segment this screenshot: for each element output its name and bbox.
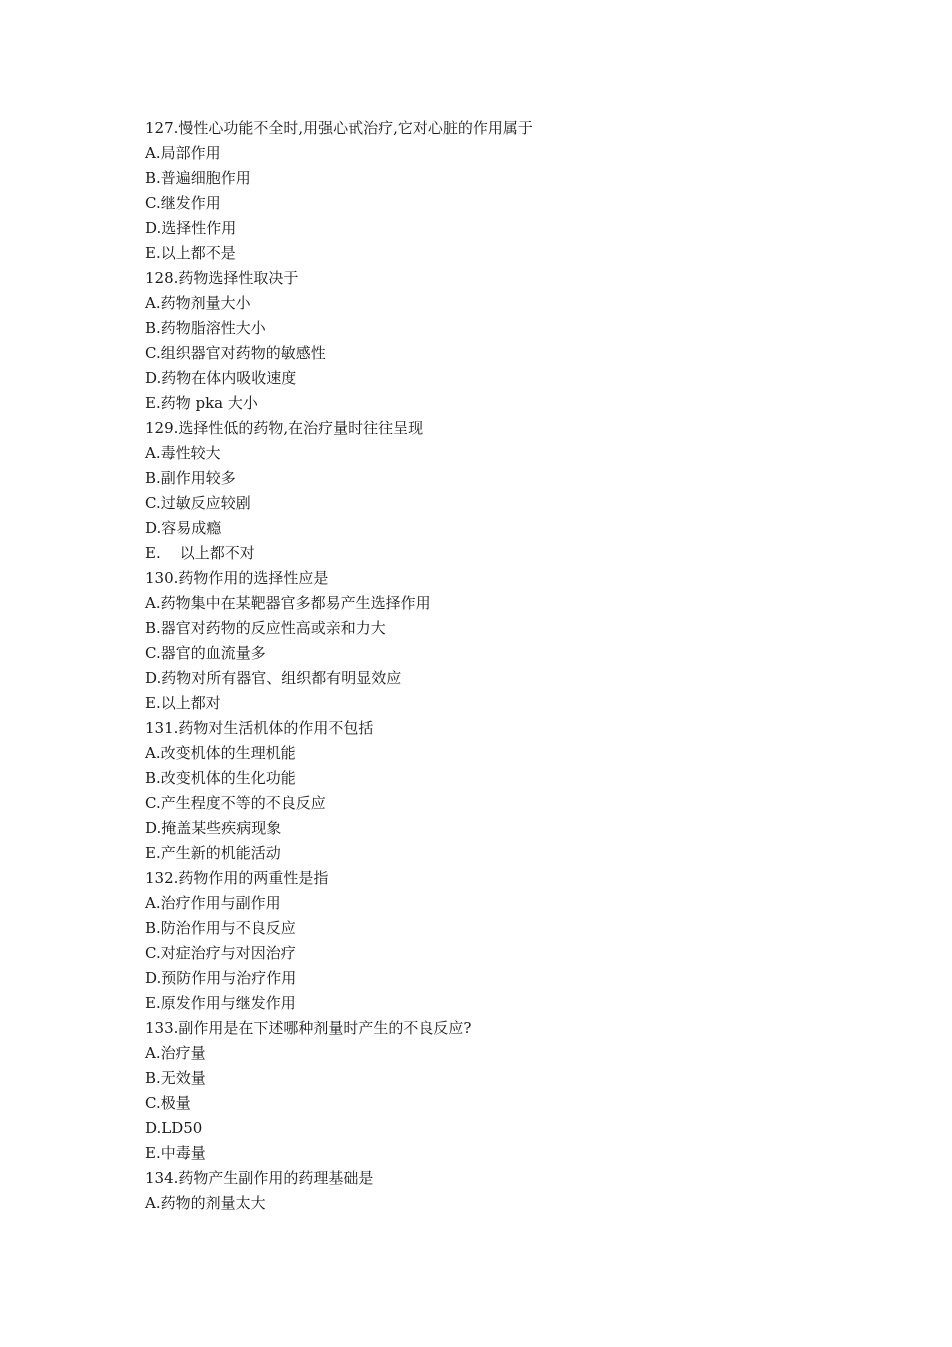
option-a: A.改变机体的生理机能	[145, 744, 296, 762]
question-stem: 134.药物产生副作用的药理基础是	[145, 1169, 374, 1187]
question-stem: 131.药物对生活机体的作用不包括	[145, 719, 374, 737]
question-130	[145, 566, 845, 716]
option-d: D.药物对所有器官、组织都有明显效应	[145, 669, 402, 687]
option-a: A.治疗量	[145, 1044, 206, 1062]
option-d: D.容易成瘾	[145, 519, 222, 537]
question-stem: 127.慢性心功能不全时,用强心甙治疗,它对心脏的作用属于	[145, 119, 533, 137]
option-d: D.预防作用与治疗作用	[145, 969, 297, 987]
option-c: C.组织器官对药物的敏感性	[145, 344, 326, 362]
option-e: E.产生新的机能活动	[145, 844, 281, 862]
option-e: E.以上都不是	[145, 244, 236, 262]
question-stem: 133.副作用是在下述哪种剂量时产生的不良反应?	[145, 1019, 472, 1037]
option-d: D.药物在体内吸收速度	[145, 369, 297, 387]
option-b: B.器官对药物的反应性高或亲和力大	[145, 619, 386, 637]
option-b: B.药物脂溶性大小	[145, 319, 266, 337]
option-e: E.药物 pka 大小	[145, 394, 258, 412]
option-d: D.掩盖某些疾病现象	[145, 819, 282, 837]
option-b: B.防治作用与不良反应	[145, 919, 296, 937]
option-d: D.LD50	[145, 1119, 203, 1137]
option-b: B.普遍细胞作用	[145, 169, 251, 187]
question-stem: 129.选择性低的药物,在治疗量时往往呈现	[145, 419, 424, 437]
option-a: A.药物剂量大小	[145, 294, 251, 312]
option-b: B.无效量	[145, 1069, 206, 1087]
option-b: B.改变机体的生化功能	[145, 769, 296, 787]
question-133	[145, 1016, 845, 1166]
question-stem: 128.药物选择性取决于	[145, 269, 299, 287]
option-b: B.副作用较多	[145, 469, 236, 487]
option-d: D.选择性作用	[145, 219, 237, 237]
option-e: E. 以上都不对	[145, 544, 255, 562]
option-e: E.原发作用与继发作用	[145, 994, 296, 1012]
question-128	[145, 266, 845, 416]
question-132	[145, 866, 845, 1016]
option-c: C.器官的血流量多	[145, 644, 266, 662]
question-131	[145, 716, 845, 866]
question-stem: 132.药物作用的两重性是指	[145, 869, 329, 887]
question-127	[145, 116, 845, 266]
option-c: C.产生程度不等的不良反应	[145, 794, 326, 812]
question-stem: 130.药物作用的选择性应是	[145, 569, 329, 587]
option-e: E.以上都对	[145, 694, 221, 712]
document-page	[145, 116, 845, 1216]
option-c: C.过敏反应较剧	[145, 494, 251, 512]
option-a: A.治疗作用与副作用	[145, 894, 281, 912]
question-129	[145, 416, 845, 566]
option-a: A.药物集中在某靶器官多都易产生选择作用	[145, 594, 431, 612]
option-c: C.对症治疗与对因治疗	[145, 944, 296, 962]
question-134	[145, 1166, 845, 1216]
option-a: A.毒性较大	[145, 444, 221, 462]
option-c: C.极量	[145, 1094, 191, 1112]
option-a: A.局部作用	[145, 144, 221, 162]
option-e: E.中毒量	[145, 1144, 206, 1162]
option-a: A.药物的剂量太大	[145, 1194, 266, 1212]
option-c: C.继发作用	[145, 194, 221, 212]
